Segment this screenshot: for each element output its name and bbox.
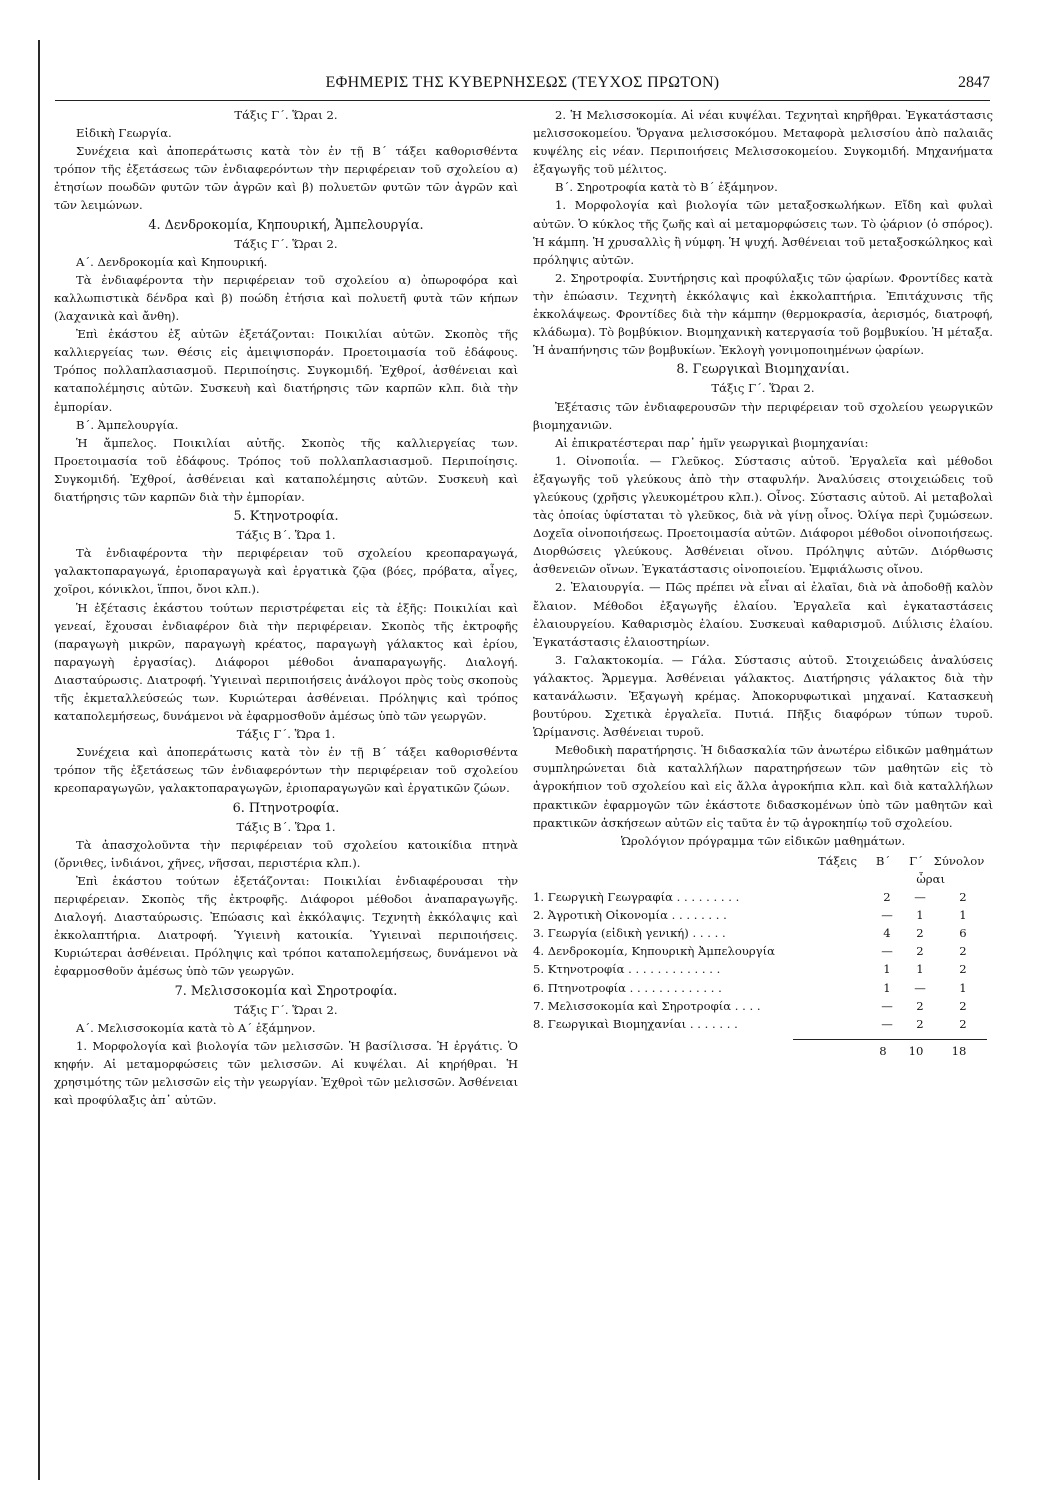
cell-b: —	[881, 998, 893, 1013]
total-sum: 18	[951, 1043, 967, 1058]
subsection-heading: Β΄. Ἀμπελουργία.	[76, 417, 179, 432]
section-title: 8. Γεωργικαὶ Βιομηχανίαι.	[676, 362, 850, 378]
table-row	[533, 960, 993, 978]
paragraph: Ἐπὶ ἑκάστου τούτων ἐξετάζονται: Ποικιλίαι ἐνδιαφέρουσαι τὴν περιφέρειαν. Σκοπὸς τῆς ἐκτροφῆς. Διάφοροι μέθοδοι ἀναπαραγωγῆς. Διαλογή. Διασταύρωσις. Ἐπώασις καὶ ἐκκόλαψις. Τεχνητὴ ἐκκόλαψις καὶ ἐκκολαπτήρια. Διατροφή. Ὑγιεινὴ κατοικία. Ὑγιειναὶ περιποιήσεις. Κυριώτεραι ἀσθένειαι. Πρόληψις καὶ τρόποι καταπολεμήσεως, δυνάμενοι νὰ ἐφαρμοσθοῦν ἀμέσως ὑπὸ τῶν γεωργῶν.	[54, 873, 518, 979]
table-row	[533, 888, 993, 906]
paragraph: Μεθοδικὴ παρατήρησις. Ἡ διδασκαλία τῶν ἀνωτέρω εἰδικῶν μαθημάτων συμπληρώνεται διὰ καταλλήλων παρατηρήσεων τῶν μαθητῶν εἰς τὸ ἀγροκήπιον τοῦ σχολείου καὶ εἰς ἄλλα ἀγροκήπια κλπ. καὶ διὰ καταλλήλων πρακτικῶν ἐφαρμογῶν τῶν ἑκάστοτε διδασκομένων ὑπὸ τῶν μαθητῶν καὶ πρακτικῶν ἀσκήσεων αὐτῶν εἰς ταῦτα ἐν τῷ ἀγροκηπίῳ τοῦ σχολείου.	[533, 743, 993, 830]
cell-b: 4	[883, 926, 891, 941]
right-column	[533, 106, 993, 1486]
cell-b: —	[881, 1016, 893, 1031]
totals-row	[533, 1042, 993, 1060]
cell-g: 1	[916, 908, 924, 923]
class-hours-heading: Τάξις Γ΄. Ὥραι 2.	[711, 381, 815, 396]
cell-total: 1	[959, 980, 967, 995]
paragraph: Συνέχεια καὶ ἀποπεράτωσις κατὰ τὸν ἐν τῇ Β΄ τάξει καθορισθέντα τρόπον τῆς ἐξετάσεως τῶν ἐνδιαφερόντων τὴν περιφέρειαν τοῦ σχολείου α) ἐτησίων ποωδῶν φυτῶν τῶν ἀγρῶν καὶ β) πολυετῶν φυτῶν τῶν ἀγρῶν καὶ τῶν λειμώνων.	[54, 144, 518, 213]
left-column	[54, 106, 518, 1486]
total-b: 8	[879, 1043, 887, 1058]
paragraph: Ἡ ἄμπελος. Ποικιλίαι αὐτῆς. Σκοπὸς τῆς καλλιεργείας των. Προετοιμασία τοῦ ἐδάφους. Τρόπος τοῦ πολλαπλασιασμοῦ. Περιποίησις. Συγκομιδή. Ἐχθροί, ἀσθένειαι καὶ καταπολέμησις αὐτῶν. Συσκευὴ καὶ διατήρησις τῶν καρπῶν διὰ τὴν ἐμπορίαν.	[54, 435, 518, 504]
paragraph: 1. Μορφολογία καὶ βιολογία τῶν μεταξοσκωλήκων. Εἴδη καὶ φυλαὶ αὐτῶν. Ὁ κύκλος τῆς ζωῆς καὶ αἱ μεταμορφώσεις των. Τὸ ᾠάριον (ὁ σπόρος). Ἡ κάμπη. Ἡ χρυσαλλὶς ἢ νύμφη. Ἡ ψυχή. Ἀσθένειαι τοῦ μεταξοσκώληκος καὶ πρόληψις αὐτῶν.	[533, 198, 993, 267]
cell-total: 2	[959, 944, 967, 959]
paragraph: Αἱ ἐπικρατέστεραι παρ᾿ ἡμῖν γεωργικαὶ βιομηχανίαι:	[555, 435, 869, 450]
paragraph: Τὰ ἐνδιαφέροντα τὴν περιφέρειαν τοῦ σχολείου α) ὀπωροφόρα καὶ καλλωπιστικὰ δένδρα καὶ β) ποώδη ἐτήσια καὶ πολυετῆ φυτὰ τῶν κήπων (λαχανικὰ καὶ ἄνθη).	[54, 272, 518, 324]
schedule-header-row	[533, 852, 993, 870]
row-label: 2. Ἀγροτικὴ Οἰκονομία . . . . . . . .	[533, 908, 727, 923]
subsection-heading: Α΄. Δενδροκομία καὶ Κηπουρική.	[76, 254, 268, 269]
cell-total: 6	[959, 926, 967, 941]
schedule-col-prefix: Τάξεις	[818, 853, 857, 868]
total-g: 10	[908, 1043, 924, 1058]
cell-g: —	[914, 890, 926, 905]
row-label: 7. Μελισσοκομία καὶ Σηροτροφία . . . .	[533, 998, 761, 1013]
table-row	[533, 906, 993, 924]
page-number: 2847	[958, 74, 990, 91]
cell-g: 2	[916, 998, 924, 1013]
paragraph: 2. Σηροτροφία. Συντήρησις καὶ προφύλαξις τῶν ᾠαρίων. Φροντίδες κατὰ τὴν ἐπώασιν. Τεχνητὴ ἐκκόλαψις καὶ ἐκκολαπτήρια. Ἐπιτάχυνσις τῆς ἐκκολάψεως. Φροντίδες διὰ τὴν κάμπην (θερμοκρασία, ἀερισμός, διατροφή, κλάδωμα). Τὸ βομβύκιον. Βιομηχανικὴ κατεργασία τοῦ βομβυκίου. Ἡ μέταξα. Ἡ ἀναπήνησις τῶν βομβυκίων. Ἐκλογὴ γονιμοποιημένων ᾠαρίων.	[533, 270, 993, 358]
cell-b: —	[881, 944, 893, 959]
schedule-col-g: Γ΄	[909, 853, 923, 868]
cell-g: 1	[916, 962, 924, 977]
cell-b: —	[881, 908, 893, 923]
totals-rule	[793, 1039, 987, 1040]
header-rule	[55, 100, 990, 101]
paragraph: Ἐξέτασις τῶν ἐνδιαφερουσῶν τὴν περιφέρειαν τοῦ σχολείου γεωργικῶν βιομηχανιῶν.	[533, 399, 993, 432]
paragraph: 1. Οἰνοποιΐα. — Γλεῦκος. Σύστασις αὐτοῦ. Ἐργαλεῖα καὶ μέθοδοι ἐξαγωγῆς τοῦ γλεύκους ἀπὸ τὴν σταφυλήν. Ἀναλύσεις στοιχειώδεις τοῦ γλεύκους (χρῆσις γλευκομέτρου κλπ.). Οἶνος. Σύστασις αὐτοῦ. Αἱ μεταβολαὶ τὰς ὁποίας ὑφίσταται τὸ γλεῦκος, διὰ νὰ γίνῃ οἶνος. Ὀλίγα περὶ ζυμώσεων. Δοχεῖα οἰνοποιήσεως. Προετοιμασία αὐτῶν. Διάφοροι μέθοδοι οἰνοποιήσεως. Διορθώσεις γλεύκους. Ἀσθένειαι οἴνου. Πρόληψις αὐτῶν. Διόρθωσις ἀσθενειῶν οἴνων. Ἐγκατάστασις οἰνοποιείου. Ἐμφιάλωσις οἴνου.	[533, 453, 993, 577]
cell-g: 2	[916, 1016, 924, 1031]
paragraph: 2. Ἐλαιουργία. — Πῶς πρέπει νὰ εἶναι αἱ ἐλαῖαι, διὰ νὰ ἀποδοθῇ καλὸν ἔλαιον. Μέθοδοι ἐξαγωγῆς ἐλαίου. Ἐργαλεῖα καὶ ἐγκαταστάσεις ἐλαιουργείου. Καθαρισμὸς ἐλαίου. Συσκευαὶ καθαρισμοῦ. Διΰλισις ἐλαίου. Ἐγκατάστασις ἐλαιοστηρίων.	[533, 580, 993, 649]
margin-rule	[38, 40, 40, 1480]
class-hours-heading: Τάξις Γ΄. Ὥρα 1.	[236, 727, 336, 742]
paragraph: 2. Ἡ Μελισσοκομία. Αἱ νέαι κυψέλαι. Τεχνηταὶ κηρῆθραι. Ἐγκατάστασις μελισσοκομείου. Ὄργανα μελισσοκόμου. Μεταφορὰ μελισσίου ἀπὸ παλαιᾶς κυψέλης εἰς νέαν. Περιποιήσεις Μελισσοκομείου. Συγκομιδή. Μηχανήματα ἐξαγωγῆς τοῦ μέλιτος.	[533, 108, 993, 177]
class-hours-heading: Τάξις Γ΄. Ὥραι 2.	[234, 236, 338, 251]
cell-total: 2	[959, 998, 967, 1013]
row-label: 5. Κτηνοτροφία . . . . . . . . . . . . .	[533, 962, 721, 977]
page-header	[55, 74, 990, 100]
table-row	[533, 979, 993, 997]
schedule-table	[533, 852, 993, 1060]
cell-total: 1	[959, 908, 967, 923]
schedule-col-total: Σύνολον	[933, 853, 985, 868]
class-hours-heading: Τάξις Β΄. Ὥρα 1.	[236, 528, 336, 543]
row-label: 3. Γεωργία (εἰδικὴ γενική) . . . . .	[533, 926, 726, 941]
table-row	[533, 1015, 993, 1033]
paragraph: 3. Γαλακτοκομία. — Γάλα. Σύστασις αὐτοῦ. Στοιχειώδεις ἀναλύσεις γάλακτος. Ἄρμεγμα. Ἀσθένειαι γάλακτος. Διατήρησις γάλακτος διὰ τὴν κατανάλωσιν. Ἐξαγωγὴ κρέμας. Ἀποκορυφωτικαὶ μηχαναί. Κατασκευὴ βουτύρου. Σχετικὰ ἐργαλεῖα. Πυτιά. Πῆξις διαφόρων τύπων τυροῦ. Ὡρίμανσις. Ἀσθένειαι τυροῦ.	[533, 652, 993, 740]
cell-b: 1	[883, 980, 891, 995]
schedule-title: Ὡρολόγιον πρόγραμμα τῶν εἰδικῶν μαθημάτων.	[620, 833, 906, 848]
cell-total: 2	[959, 1016, 967, 1031]
schedule-col-subheading: ὧραι	[916, 871, 945, 886]
subsection-heading: Α΄. Μελισσοκομία κατὰ τὸ Α΄ ἑξάμηνον.	[76, 1020, 316, 1035]
section-title: 5. Κτηνοτροφία.	[233, 509, 339, 525]
row-label: 8. Γεωργικαὶ Βιομηχανίαι . . . . . . .	[533, 1016, 738, 1031]
paragraph: Τὰ ἐνδιαφέροντα τὴν περιφέρειαν τοῦ σχολείου κρεοπαραγωγά, γαλακτοπαραγωγά, ἐριοπαραγωγὰ καὶ ἐργατικὰ ζῷα (βόες, πρόβατα, αἶγες, χοῖροι, κόνικλοι, ἵπποι, ὄνοι κλπ.).	[54, 546, 518, 597]
cell-b: 2	[883, 890, 891, 905]
cell-g: —	[914, 980, 926, 995]
paragraph: Τὰ ἀπασχολοῦντα τὴν περιφέρειαν τοῦ σχολείου κατοικίδια πτηνὰ (ὄρνιθες, ἰνδιάνοι, χῆνες, νῆσσαι, περιστέρια κλπ.).	[54, 837, 518, 870]
table-row	[533, 924, 993, 942]
section-title: 6. Πτηνοτροφία.	[232, 800, 340, 816]
schedule-col-b: Β΄	[875, 853, 891, 868]
paragraph: 1. Μορφολογία καὶ βιολογία τῶν μελισσῶν. Ἡ βασίλισσα. Ἡ ἐργάτις. Ὁ κηφήν. Αἱ μεταμορφώσεις τῶν μελισσῶν. Αἱ κυψέλαι. Αἱ κηρήθραι. Ἡ χρησιμότης τῶν μελισσῶν εἰς τὴν γεωργίαν. Ἐχθροὶ τῶν μελισσῶν. Ἀσθένειαι καὶ προφύλαξις ἀπ᾿ αὐτῶν.	[54, 1038, 518, 1108]
paragraph: Ἐπὶ ἑκάστου ἐξ αὐτῶν ἐξετάζονται: Ποικιλίαι αὐτῶν. Σκοπὸς τῆς καλλιεργείας των. Θέσις εἰς ἀμειψισποράν. Προετοιμασία τοῦ ἐδάφους. Τρόπος πολλαπλασιασμοῦ. Περιποίησις. Συγκομιδή. Ἐχθροί, ἀσθένειαι καὶ καταπολέμησις αὐτῶν. Συσκευὴ καὶ διατήρησις τῶν καρπῶν κλπ. διὰ τὴν ἐμπορίαν.	[54, 327, 518, 414]
section-title: 4. Δενδροκομία, Κηπουρική, Ἀμπελουργία.	[148, 217, 424, 233]
table-row	[533, 942, 993, 960]
gazette-title: ΕΦΗΜΕΡΙΣ ΤΗΣ ΚΥΒΕΡΝΗΣΕΩΣ (ΤΕΥΧΟΣ ΠΡΩΤΟΝ)	[325, 74, 720, 91]
subsection-heading: Εἰδικὴ Γεωργία.	[76, 126, 172, 141]
cell-g: 2	[916, 926, 924, 941]
class-hours-heading: Τάξις Γ΄. Ὥραι 2.	[234, 108, 338, 122]
table-row	[533, 997, 993, 1015]
class-hours-heading: Τάξις Γ΄. Ὥραι 2.	[234, 1002, 338, 1017]
section-title: 7. Μελισσοκομία καὶ Σηροτροφία.	[174, 983, 398, 999]
row-label: 4. Δενδροκομία, Κηπουρικὴ Ἀμπελουργία	[533, 944, 775, 959]
cell-g: 2	[916, 944, 924, 959]
cell-total: 2	[959, 890, 967, 905]
subsection-heading: Β΄. Σηροτροφία κατὰ τὸ Β΄ ἑξάμηνον.	[555, 180, 778, 195]
paragraph: Ἡ ἐξέτασις ἑκάστου τούτων περιστρέφεται εἰς τὰ ἑξῆς: Ποικιλίαι καὶ γενεαί, ἔχουσαι ἐνδιαφέρον διὰ τὴν περιφέρειαν. Σκοπὸς τῆς ἐκτροφῆς (παραγωγὴ μικρῶν, παραγωγὴ κρέατος, παραγωγὴ γάλακτος καὶ ἐρίου, παραγωγὴ ἐργασίας). Διάφοροι μέθοδοι ἀναπαραγωγῆς. Διαλογή. Διασταύρωσις. Διατροφή. Ὑγιειναὶ περιποιήσεις ἀνάλογοι πρὸς τοὺς σκοποὺς τῆς ἐκμεταλλεύσεώς των. Κυριώτεραι ἀσθένειαι. Πρόληψις καὶ τρόπος καταπολεμήσεως, δυνάμενοι νὰ ἐφαρμοσθοῦν ἀμέσως ὑπὸ τῶν γεωργῶν.	[54, 600, 518, 724]
cell-total: 2	[959, 962, 967, 977]
cell-b: 1	[883, 962, 891, 977]
row-label: 1. Γεωργικὴ Γεωγραφία . . . . . . . . .	[533, 890, 740, 905]
class-hours-heading: Τάξις Β΄. Ὥρα 1.	[236, 819, 336, 834]
paragraph: Συνέχεια καὶ ἀποπεράτωσις κατὰ τὸν ἐν τῇ Β΄ τάξει καθορισθέντα τρόπον τῆς ἐξετάσεως τῶν ἐνδιαφερόντων τὴν περιφέρειαν τοῦ σχολείου κρεοπαραγωγῶν, γαλακτοπαραγωγῶν, ἐριοπαραγωγῶν καὶ ἐργατικῶν ζώων.	[54, 745, 518, 796]
row-label: 6. Πτηνοτροφία . . . . . . . . . . . . .	[533, 980, 722, 995]
